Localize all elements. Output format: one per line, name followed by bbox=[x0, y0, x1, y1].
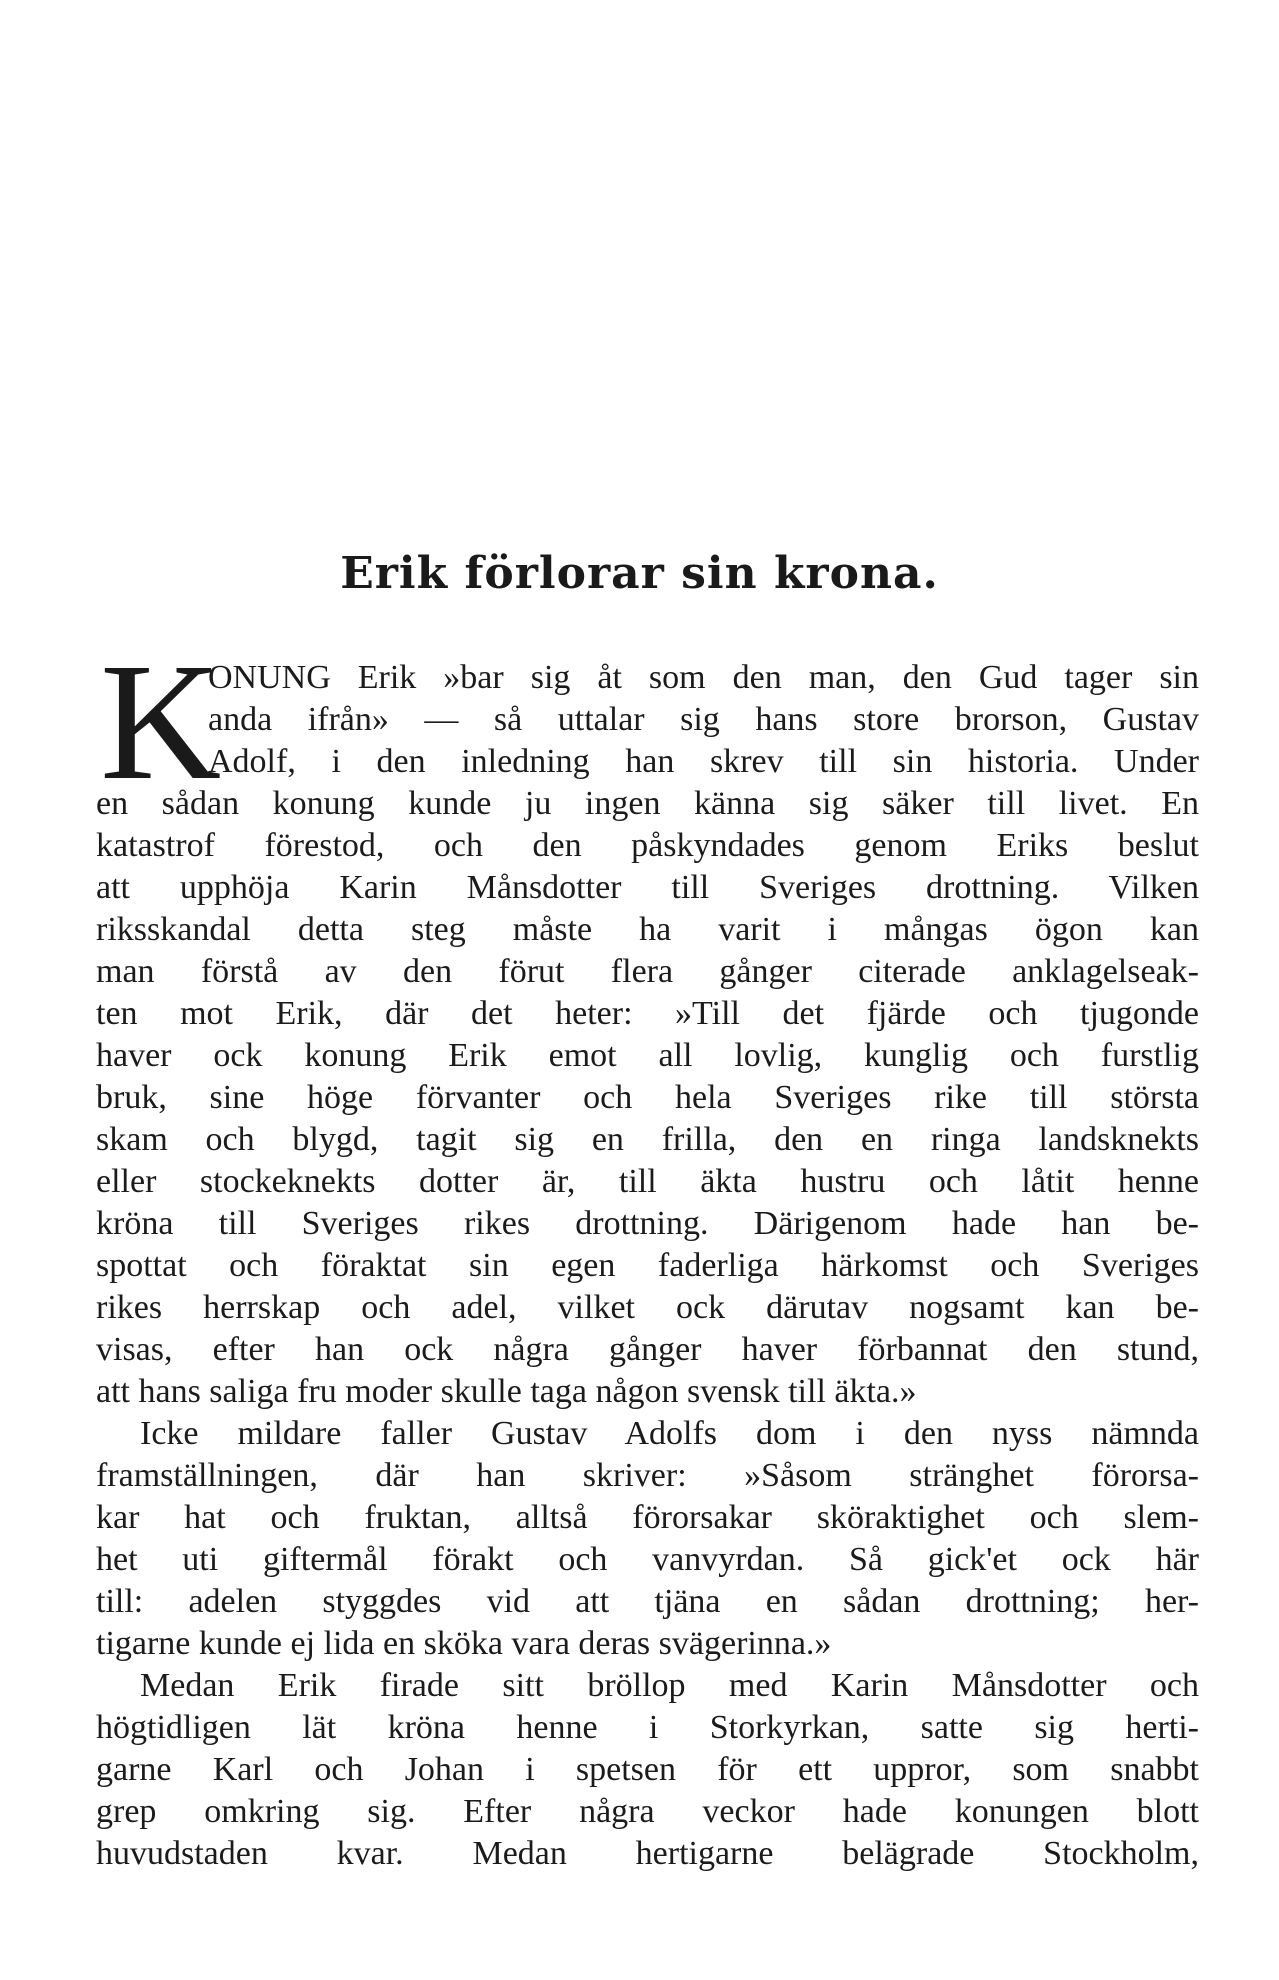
text-line: Adolf, i den inledning han skrev till sin historia. Under bbox=[208, 743, 1199, 780]
text-line: kröna till Sveriges rikes drottning. Därigenom hade han be- bbox=[96, 1205, 1199, 1242]
text-line: ten mot Erik, där det heter: »Till det fjärde och tjugonde bbox=[96, 995, 1199, 1032]
text-line: bruk, sine höge förvanter och hela Sveriges rike till största bbox=[96, 1079, 1199, 1116]
text-line: grep omkring sig. Efter några veckor hade konungen blott bbox=[96, 1793, 1199, 1830]
text-line: en sådan konung kunde ju ingen känna sig säker till livet. En bbox=[96, 785, 1199, 822]
text-line: anda ifrån» — så uttalar sig hans store brorson, Gustav bbox=[208, 701, 1199, 738]
text-line: het uti giftermål förakt och vanvyrdan. Så gick'et ock här bbox=[96, 1541, 1199, 1578]
text-line: man förstå av den förut flera gånger citerade anklagelseak- bbox=[96, 953, 1199, 990]
text-line: rikes herrskap och adel, vilket ock därutav nogsamt kan be- bbox=[96, 1289, 1199, 1326]
body-text bbox=[96, 657, 1199, 1875]
text-line: högtidligen lät kröna henne i Storkyrkan, satte sig herti- bbox=[96, 1709, 1199, 1746]
text-line: huvudstaden kvar. Medan hertigarne belägrade Stockholm, bbox=[96, 1835, 1199, 1872]
drop-cap: K bbox=[100, 629, 222, 815]
text-line: framställningen, där han skriver: »Såsom stränghet förorsa- bbox=[96, 1457, 1199, 1494]
text-line: tigarne kunde ej lida en sköka vara deras svägerinna.» bbox=[96, 1625, 832, 1662]
text-line: riksskandal detta steg måste ha varit i mångas ögon kan bbox=[96, 911, 1199, 948]
text-line: spottat och föraktat sin egen faderliga härkomst och Sveriges bbox=[96, 1247, 1199, 1284]
text-line: visas, efter han ock några gånger haver förbannat den stund, bbox=[96, 1331, 1199, 1368]
text-line: skam och blygd, tagit sig en frilla, den en ringa landsknekts bbox=[96, 1121, 1199, 1158]
text-line: ONUNG Erik »bar sig åt som den man, den Gud tager sin bbox=[208, 659, 1199, 696]
text-line: att upphöja Karin Månsdotter till Sveriges drottning. Vilken bbox=[96, 869, 1199, 906]
text-line: Medan Erik firade sitt bröllop med Karin Månsdotter och bbox=[140, 1667, 1199, 1704]
text-line: till: adelen styggdes vid att tjäna en sådan drottning; her- bbox=[96, 1583, 1199, 1620]
text-line: Icke mildare faller Gustav Adolfs dom i den nyss nämnda bbox=[140, 1415, 1199, 1452]
text-line: katastrof förestod, och den påskyndades genom Eriks beslut bbox=[96, 827, 1199, 864]
text-line: haver ock konung Erik emot all lovlig, kunglig och furstlig bbox=[96, 1037, 1199, 1074]
text-line: garne Karl och Johan i spetsen för ett uppror, som snabbt bbox=[96, 1751, 1199, 1788]
text-line: kar hat och fruktan, alltså förorsakar sköraktighet och slem- bbox=[96, 1499, 1199, 1536]
chapter-title: Erik förlorar sin krona. bbox=[340, 548, 939, 599]
text-line: att hans saliga fru moder skulle taga någon svensk till äkta.» bbox=[96, 1373, 917, 1410]
text-line: eller stockeknekts dotter är, till äkta hustru och låtit henne bbox=[96, 1163, 1199, 1200]
